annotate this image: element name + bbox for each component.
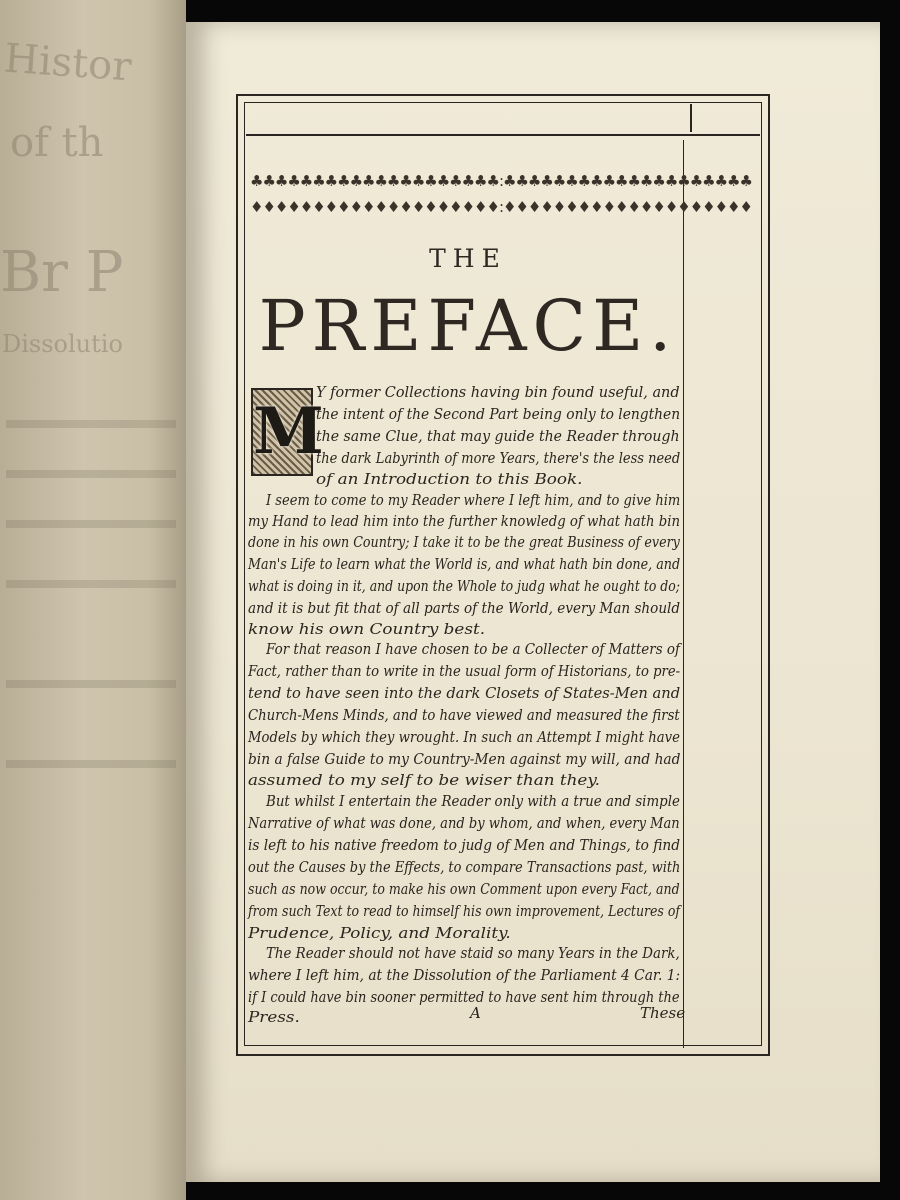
catchword: These <box>640 1004 686 1022</box>
text-line: Man's Life to learn what the World is, and what hath bin done, and <box>248 556 681 573</box>
ghost-text-1: Histor <box>2 35 133 91</box>
text-line: But whilst I entertain the Reader only with a true and simple <box>266 793 680 810</box>
ghost-line <box>6 520 176 528</box>
text-line: where I left him, at the Dissolution of the Parliament 4 Car. 1: <box>248 967 681 984</box>
drop-cap-letter: M <box>253 394 324 469</box>
text-line: my Hand to lead him into the further knowledg of what hath bin <box>248 513 681 530</box>
text-line: assumed to my self to be wiser than they. <box>248 772 600 789</box>
head-rule <box>246 134 760 136</box>
ghost-text-4: Dissolutio <box>2 330 123 358</box>
margin-rule <box>683 140 684 1048</box>
text-line: bin a false Guide to my Country-Men against my will, and had <box>248 751 681 768</box>
text-line: tend to have seen into the dark Closets of States-Men and <box>248 685 681 702</box>
ghost-line <box>6 580 176 588</box>
text-line: from such Text to read to himself his own improvement, Lectures of <box>248 903 681 920</box>
text-line: is left to his native freedom to judg of Men and Things, to find <box>248 837 681 854</box>
text-line: out the Causes by the Effects, to compare Transactions past, with <box>248 859 681 876</box>
heading-preface: PREFACE. <box>258 285 678 367</box>
text-line: and it is but fit that of all parts of the World, every Man should <box>248 600 681 617</box>
text-line: Models by which they wrought. In such an Attempt I might have <box>248 729 680 746</box>
text-line: done in his own Country; I take it to be the great Business of every <box>248 534 680 551</box>
text-line: I seem to come to my Reader where I left him, and to give him <box>266 492 681 509</box>
ghost-text-3: Br P <box>0 240 124 305</box>
text-line: if I could have bin sooner permitted to have sent him through the <box>248 989 680 1006</box>
left-page <box>0 0 186 1200</box>
text-line: The Reader should not have staid so many Years in the Dark, <box>266 945 680 962</box>
heading-the: THE <box>429 244 507 273</box>
text-line: what is doing in it, and upon the Whole to judg what he ought to do; <box>248 578 680 595</box>
ghost-line <box>6 760 176 768</box>
text-line: know his own Country best. <box>248 621 486 638</box>
ghost-line <box>6 470 176 478</box>
text-line: Press. <box>248 1009 300 1026</box>
drop-cap <box>251 388 324 476</box>
text-line: of an Introduction to this Book. <box>316 471 583 488</box>
ghost-line <box>6 420 176 428</box>
text-line: the dark Labyrinth of more Years, there's the less need <box>316 450 681 467</box>
text-line: Narrative of what was done, and by whom, and when, every Man <box>248 815 680 832</box>
text-line: the same Clue, that may guide the Reader through <box>316 428 680 445</box>
text-line: Church-Mens Minds, and to have viewed and measured the first <box>248 707 680 724</box>
text-line: such as now occur, to make his own Comment upon every Fact, and <box>248 881 680 898</box>
text-line: the intent of the Second Part being only to lengthen <box>316 406 681 423</box>
ornament-band-bottom: ♦♦♦♦♦♦♦♦♦♦♦♦♦♦♦♦♦♦♦♦:♦♦♦♦♦♦♦♦♦♦♦♦♦♦♦♦♦♦♦♦ <box>250 198 752 216</box>
text-line: Prudence, Policy, and Morality. <box>248 925 511 942</box>
signature-mark: A <box>470 1004 481 1022</box>
text-line: Fact, rather than to write in the usual form of Historians, to pre- <box>248 663 681 680</box>
ghost-text-2: of th <box>10 120 104 166</box>
ornament-band-top: ♣♣♣♣♣♣♣♣♣♣♣♣♣♣♣♣♣♣♣♣:♣♣♣♣♣♣♣♣♣♣♣♣♣♣♣♣♣♣♣♣ <box>250 172 752 190</box>
text-line: Y former Collections having bin found useful, and <box>316 384 680 401</box>
text-line: For that reason I have chosen to be a Collecter of Matters of <box>266 641 680 658</box>
head-tick <box>690 104 692 132</box>
ghost-line <box>6 680 176 688</box>
